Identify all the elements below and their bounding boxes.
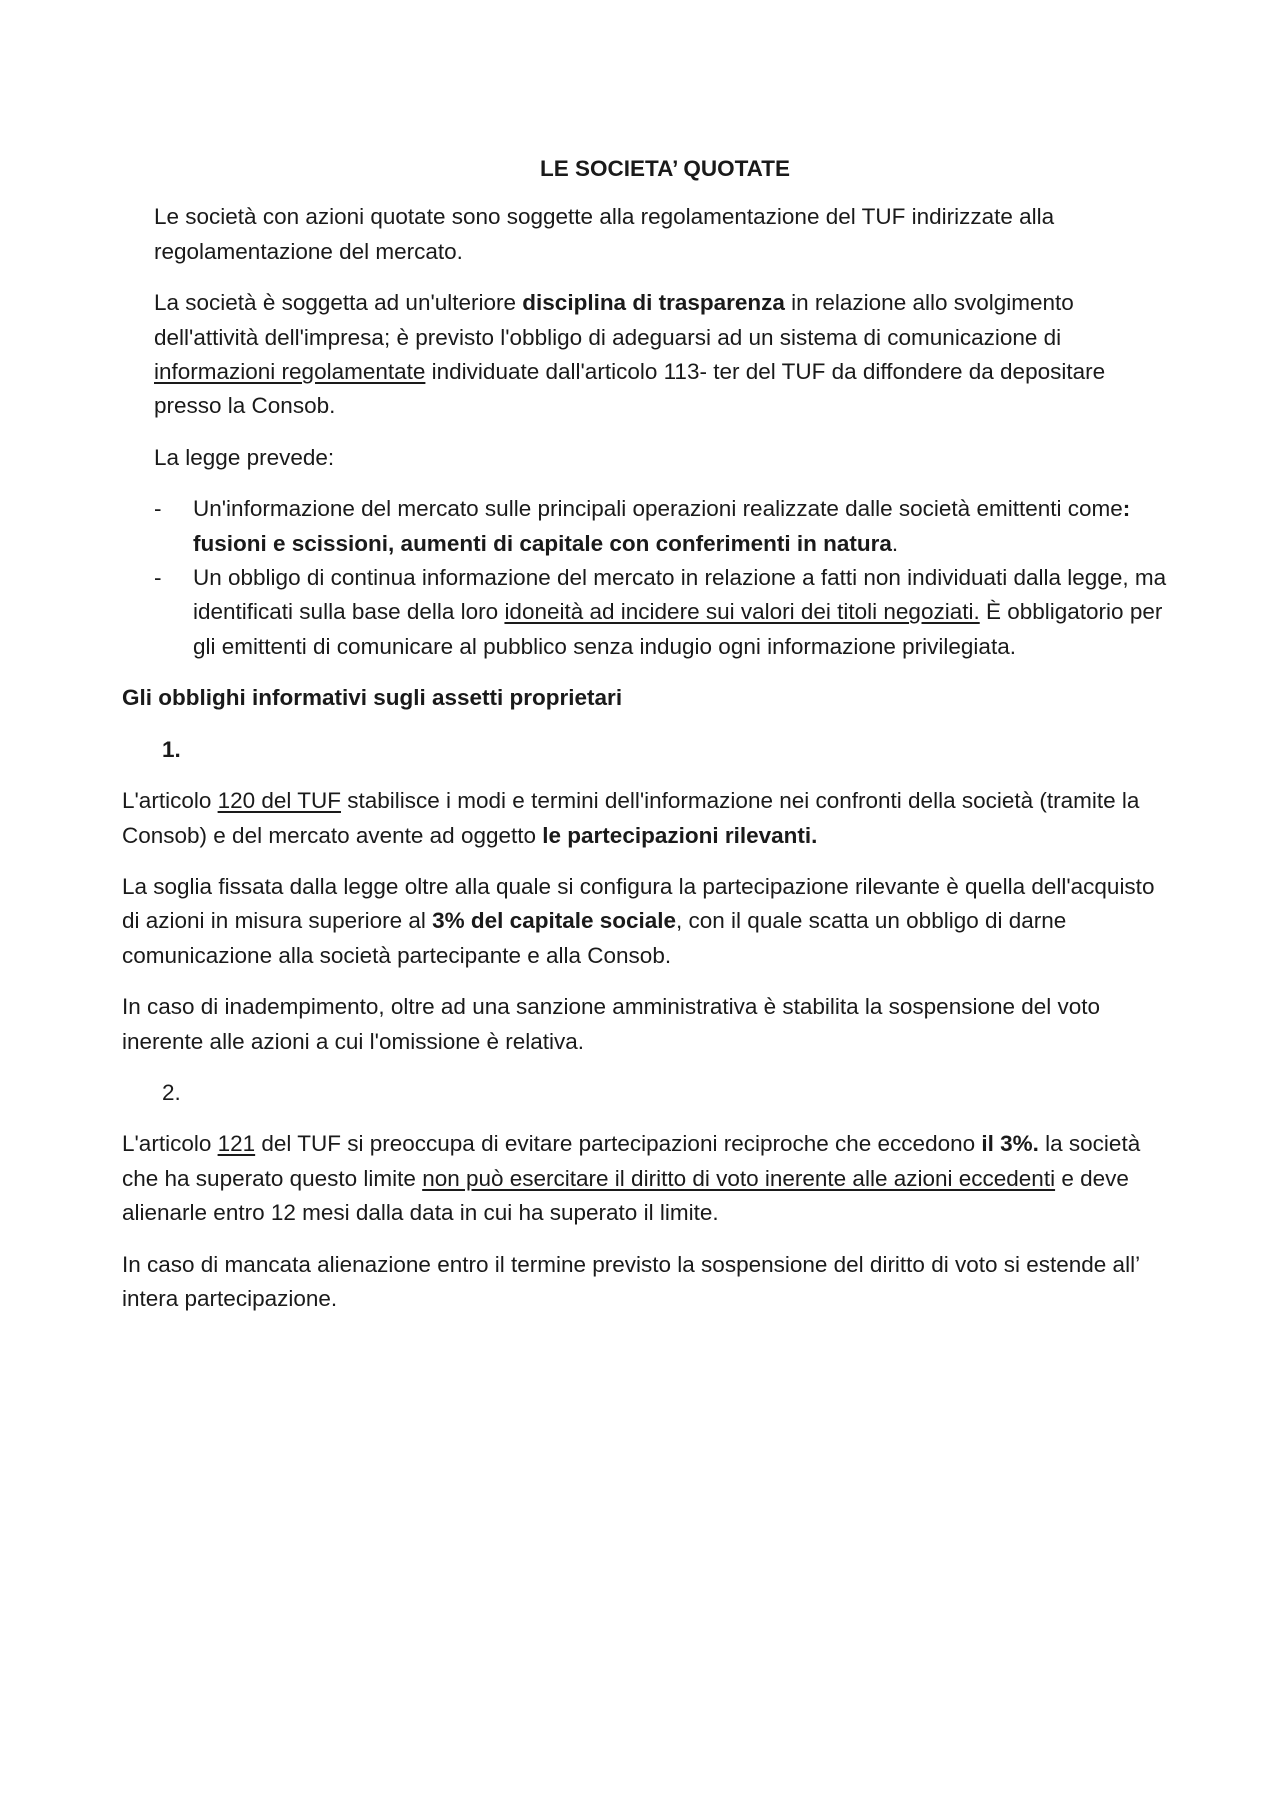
document-title: LE SOCIETA’ QUOTATE [539,156,791,181]
dash-list [122,492,1168,664]
bold-text: le partecipazioni rilevanti. [542,822,818,848]
text-run: stabilisce i modi e termini dell'informazione nei confronti della società (tramite la Consob) e del mercato avente ad oggetto [122,788,1140,848]
paragraph-transparency [122,286,1168,424]
text-run: Un obbligo di continua informazione del mercato in relazione a fatti non individuati dalla legge, ma identificati sulla base della loro [193,565,1167,625]
text-run: individuate dall'articolo 113- ter del TUF da diffondere da depositare presso la Consob. [154,359,1106,419]
text-run: del TUF si preoccupa di evitare partecipazioni reciproche che eccedono [255,1131,982,1157]
section-number-1: 1. [162,736,181,762]
underlined-text: 121 [217,1131,256,1157]
text-run: L'articolo [122,788,218,814]
paragraph-article-121 [122,1127,1168,1230]
paragraph-law-provides: La legge prevede: [154,444,335,470]
bold-text: : fusioni e scissioni, aumenti di capitale con conferimenti in natura [193,496,1131,556]
section-number-2: 2. [162,1079,181,1105]
bold-text: il 3%. [981,1131,1039,1157]
text-run: , con il quale scatta un obbligo di darne comunicazione alla società partecipante e alla Consob. [122,908,1067,968]
text-run: La soglia fissata dalla legge oltre alla quale si configura la partecipazione rilevante è quella dell'acquisto di azioni in misura superiore al [122,873,1155,934]
paragraph-intro: Le società con azioni quotate sono soggette alla regolamentazione del TUF indirizzate alla regolamentazione del mercato. [154,204,1055,264]
bold-text: disciplina di trasparenza [522,290,785,316]
dash-bullet: - [154,565,162,591]
text-run: La società è soggetta ad un'ulteriore [154,290,523,316]
list-item [154,492,1168,561]
underlined-text: non può esercitare il diritto di voto inerente alle azioni eccedenti [422,1165,1056,1191]
text-run: L'articolo [122,1131,218,1157]
list-item [154,561,1168,664]
paragraph-non-alienation: In caso di mancata alienazione entro il termine previsto la sospensione del diritto di voto si estende all’ intera partecipazione. [122,1251,1140,1311]
document-body [122,152,1168,1333]
underlined-text: 120 del TUF [217,788,341,814]
paragraph-breach: In caso di inadempimento, oltre ad una sanzione amministrativa è stabilita la sospensione del voto inerente alle azioni a cui l'omissione è relativa. [122,994,1101,1054]
text-run: . [891,530,899,556]
text-run: in relazione allo svolgimento dell'attività dell'impresa; è previsto l'obbligo di adeguarsi ad un sistema di comunicazione di [154,290,1074,350]
underlined-text: idoneità ad incidere sui valori dei titoli negoziati. [504,599,980,625]
section-heading: Gli obblighi informativi sugli assetti proprietari [122,685,623,711]
paragraph-article-120 [122,784,1168,853]
text-run: È obbligatorio per gli emittenti di comunicare al pubblico senza indugio ogni informazione privilegiata. [193,599,1163,659]
bold-text: 3% del capitale sociale [432,908,677,934]
dash-bullet: - [154,496,162,522]
text-run: la società che ha superato questo limite [122,1131,1141,1191]
text-run: e deve alienarle entro 12 mesi dalla data in cui ha superato il limite. [122,1165,1129,1226]
underlined-text: informazioni regolamentate [154,359,426,385]
paragraph-threshold [122,870,1168,973]
text-run: Un'informazione del mercato sulle principali operazioni realizzate dalle società emittenti come [193,496,1123,522]
